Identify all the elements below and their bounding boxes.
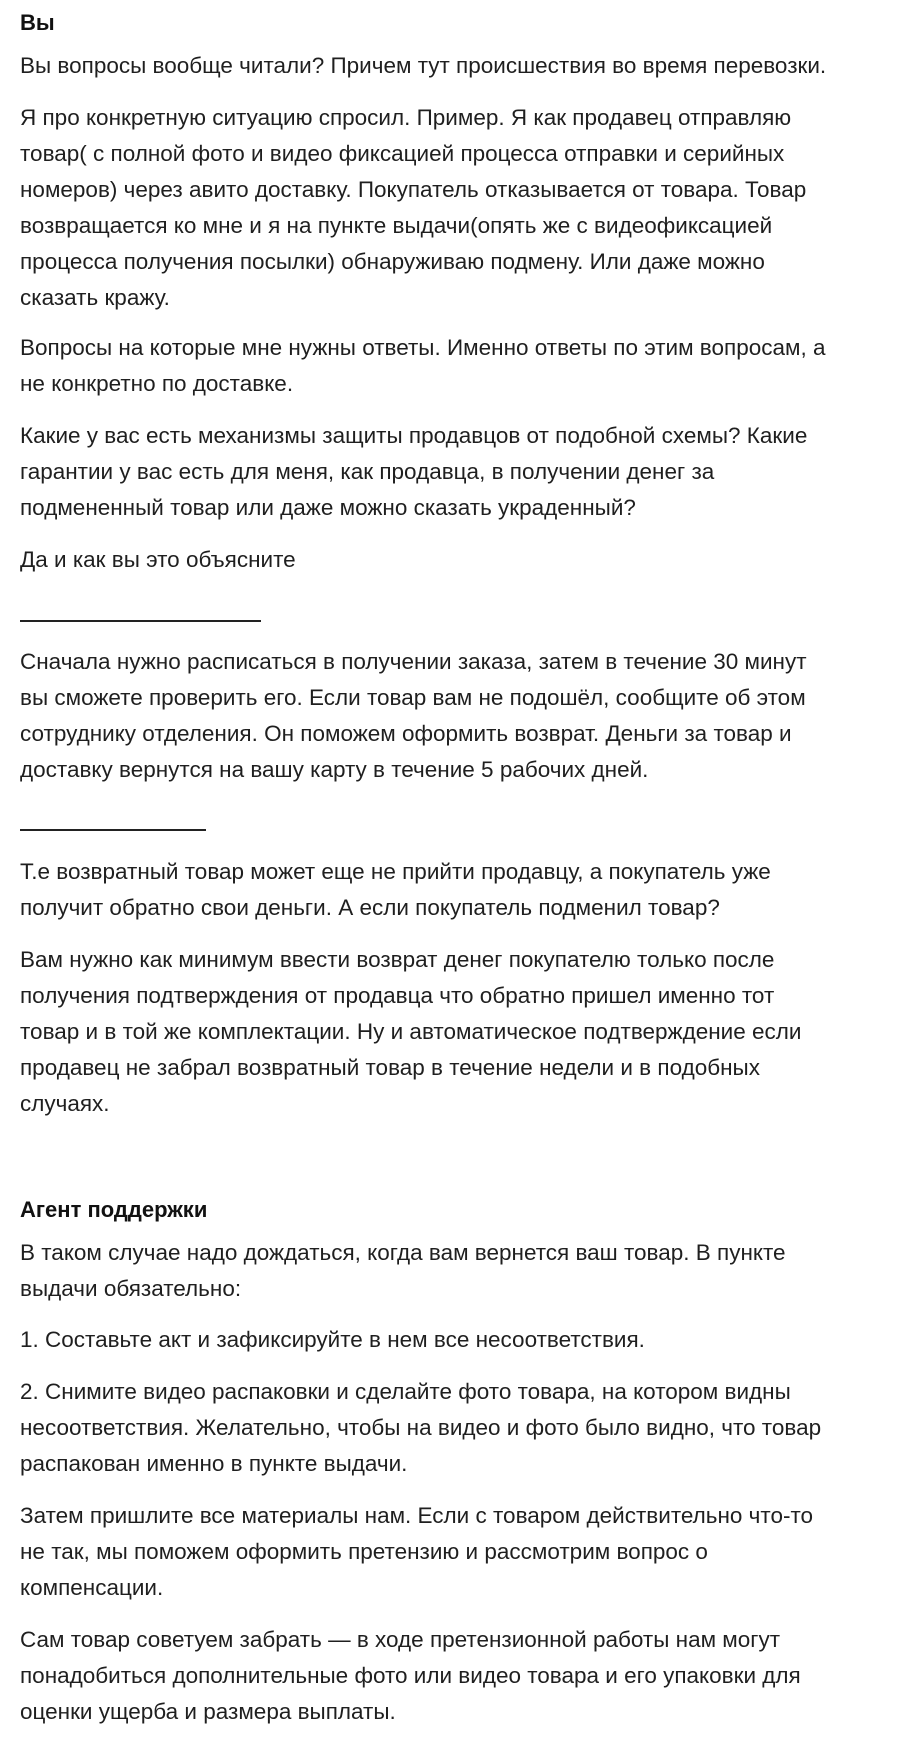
message-paragraph: Сам товар советуем забрать — в ходе претензионной работы нам могут понадобиться дополнительные фото или видео товара и его упаковки для оценки ущерба и размера выплаты. [20, 1627, 801, 1724]
divider [20, 620, 261, 622]
message-paragraph: Затем пришлите все материалы нам. Если с товаром действительно что-то не так, мы поможем оформить претензию и рассмотрим вопрос о компенсации. [20, 1503, 814, 1600]
quoted-paragraph: Сначала нужно расписаться в получении заказа, затем в течение 30 минут вы сможете проверить его. Если товар вам не подошёл, сообщите об этом сотруднику отделения. Он поможем оформить возврат. Деньги за товар и доставку вернутся на вашу карту в течение 5 рабочих дней. [20, 649, 807, 782]
message-paragraph: Да и как вы это объясните [20, 547, 296, 572]
message-paragraph: Я про конкретную ситуацию спросил. Пример. Я как продавец отправляю товар( с полной фото и видео фиксацией процесса отправки и серийных номеров) через авито доставку. Покупатель отказывается от товара. Товар возвращается ко мне и я на пункте выдачи(опять же с видеофиксацией процесса получения посылки) обнаруживаю подмену. Или даже можно сказать кражу. [20, 105, 807, 310]
message-paragraph: Вы вопросы вообще читали? Причем тут происшествия во время перевозки. [20, 53, 827, 78]
author-name: Вы [20, 10, 55, 35]
message-paragraph: 2. Снимите видео распаковки и сделайте фото товара, на котором видны несоответствия. Желательно, чтобы на видео и фото было видно, что товар распакован именно в пункте выдачи. [20, 1379, 822, 1476]
message-paragraph: Вопросы на которые мне нужны ответы. Именно ответы по этим вопросам, а не конкретно по доставке. [20, 335, 826, 396]
divider [20, 829, 206, 831]
message-paragraph: Какие у вас есть механизмы защиты продавцов от подобной схемы? Какие гарантии у вас есть для меня, как продавца, в получении денег за подмененный товар или даже можно сказать украденный? [20, 423, 808, 520]
message-paragraph: 1. Составьте акт и зафиксируйте в нем все несоответствия. [20, 1327, 645, 1352]
author-name: Агент поддержки [20, 1197, 208, 1222]
message-paragraph: В таком случае надо дождаться, когда вам вернется ваш товар. В пункте выдачи обязательно: [20, 1240, 786, 1301]
message-paragraph: Вам нужно как минимум ввести возврат денег покупателю только после получения подтверждения от продавца что обратно пришел именно тот товар и в той же комплектации. Ну и автоматическое подтверждение если продавец не забрал возвратный товар в течение недели и в подобных случаях. [20, 947, 802, 1116]
message-paragraph: Т.е возвратный товар может еще не прийти продавцу, а покупатель уже получит обратно свои деньги. А если покупатель подменил товар? [20, 859, 771, 920]
